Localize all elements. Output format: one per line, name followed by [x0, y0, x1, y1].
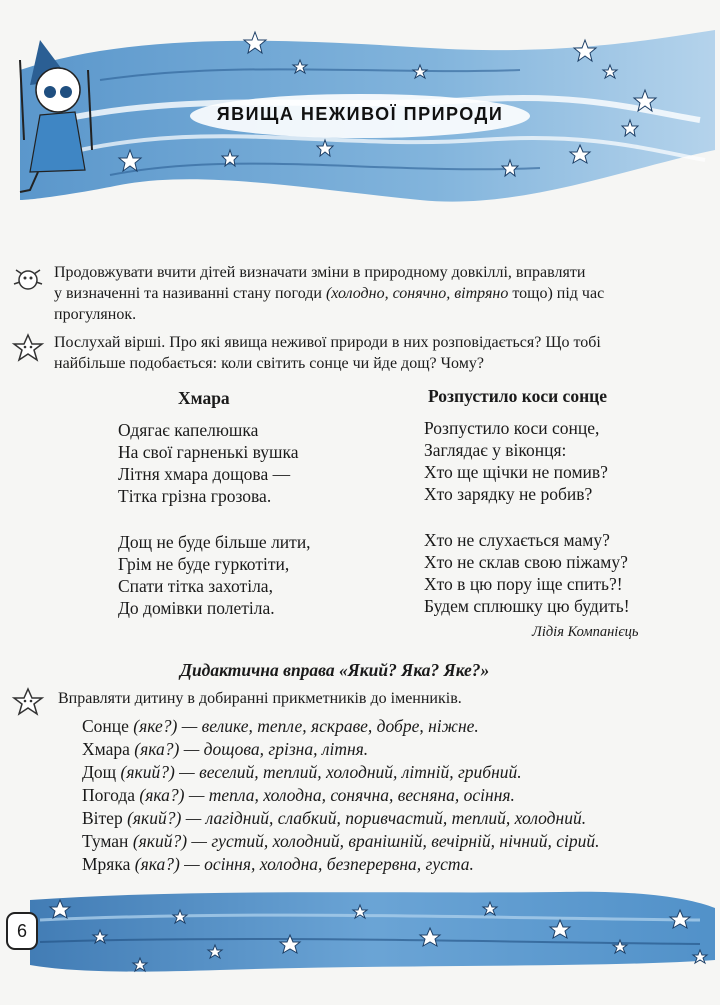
brush-stroke-footer: [0, 880, 720, 1000]
poem2-line: Хто зарядку не робив?: [424, 484, 593, 504]
exercise-adjectives: — тепла, холодна, сонячна, весняна, осіння.: [184, 785, 515, 805]
poem1-line: Спати тітка захотіла,: [118, 576, 273, 596]
exercise-adjectives: — осіння, холодна, безперервна, густа.: [179, 854, 474, 874]
exercise-adjectives: — дощова, грізна, літня.: [179, 739, 369, 759]
exercise-adjectives: — густий, холодний, вранішній, вечірній, нічний, сірий.: [187, 831, 600, 851]
exercise-question: (який?): [132, 831, 188, 851]
task-paragraph: [54, 332, 674, 374]
poem2-line: Хто ще щічки не помив?: [424, 462, 608, 482]
exercise-noun: Дощ: [82, 762, 121, 782]
poem2-title: Розпустило коси сонце: [428, 386, 607, 406]
goal-line-1: Продовжувати вчити дітей визначати зміни в природному довкіллі, вправляти: [54, 264, 586, 281]
star-icon: [8, 332, 48, 364]
exercise-question: (яка?): [139, 785, 185, 805]
star-icon: [8, 686, 48, 718]
exercise-question: (яка?): [134, 854, 180, 874]
exercise-question: (яке?): [133, 716, 178, 736]
exercise-adjectives: — велике, тепле, яскраве, добре, ніжне.: [177, 716, 479, 736]
poem2-author: Лідія Компанієць: [532, 624, 639, 640]
exercise-item: [82, 739, 368, 760]
goal-paragraph: [54, 262, 674, 325]
task-line-1: Послухай вірші. Про які явища неживої природи в них розповідається? Що тобі: [54, 334, 601, 351]
poem2-line: Розпустило коси сонце,: [424, 418, 600, 438]
exercise-noun: Хмара: [82, 739, 135, 759]
exercise-noun: Мряка: [82, 854, 135, 874]
exercise-question: (який?): [127, 808, 182, 828]
exercise-title: Дидактична вправа «Який? Яка? Яке?»: [180, 660, 490, 680]
poem2-line: Будем сплюшку цю будить!: [424, 596, 630, 616]
poem1-line: Грім не буде гуркотіти,: [118, 554, 290, 574]
exercise-adjectives: — веселий, теплий, холодний, літній, грибний.: [174, 762, 522, 782]
exercise-item: [82, 808, 586, 829]
goal-line-2-end: тощо) під час: [508, 285, 605, 302]
goal-line-2-italic: (холодно, сонячно, вітряно: [325, 285, 509, 302]
poem2-line: Хто не склав свою піжаму?: [424, 552, 628, 572]
footer-brush: [0, 880, 720, 1000]
poem1-title: Хмара: [178, 388, 230, 408]
exercise-noun: Туман: [82, 831, 133, 851]
poem1-line: До домівки полетіла.: [118, 598, 275, 618]
exercise-question: (який?): [120, 762, 175, 782]
task-line-2: найбільше подобається: коли світить сонце чи йде дощ? Чому?: [54, 355, 484, 372]
exercise-adjectives: — лагідний, слабкий, поривчастий, теплий, холодний.: [181, 808, 587, 828]
poem1-line: Тітка грізна грозова.: [118, 486, 272, 506]
goal-line-2-text: у визначенні та називанні стану погоди: [54, 285, 326, 302]
poem1-line: Літня хмара дощова —: [118, 464, 291, 484]
exercise-item: [82, 854, 474, 875]
goal-line-2: [54, 283, 674, 304]
exercise-item: [82, 716, 479, 737]
exercise-noun: Сонце: [82, 716, 134, 736]
exercise-intro: Вправляти дитину в добиранні прикметників до іменників.: [58, 690, 462, 707]
poem1-line: Одягає капелюшка: [118, 420, 259, 440]
goal-line-3: прогулянок.: [54, 306, 137, 323]
poem2-line: Хто не слухається маму?: [424, 530, 610, 550]
exercise-item: [82, 831, 600, 852]
exercise-question: (яка?): [134, 739, 180, 759]
exercise-item: [82, 785, 515, 806]
exercise-item: [82, 762, 522, 783]
page-title: ЯВИЩА НЕЖИВОЇ ПРИРОДИ: [216, 104, 504, 124]
exercise-noun: Погода: [82, 785, 140, 805]
poem1-line: На свої гарненькі вушка: [118, 442, 299, 462]
poem1-line: Дощ не буде більше лити,: [118, 532, 311, 552]
goal-icon: [8, 262, 48, 294]
poem2-line: Заглядає у віконця:: [424, 440, 567, 460]
page-number: 6: [6, 912, 38, 950]
exercise-noun: Вітер: [82, 808, 128, 828]
poem2-line: Хто в цю пору іще спить?!: [424, 574, 623, 594]
header-banner: [0, 0, 720, 230]
